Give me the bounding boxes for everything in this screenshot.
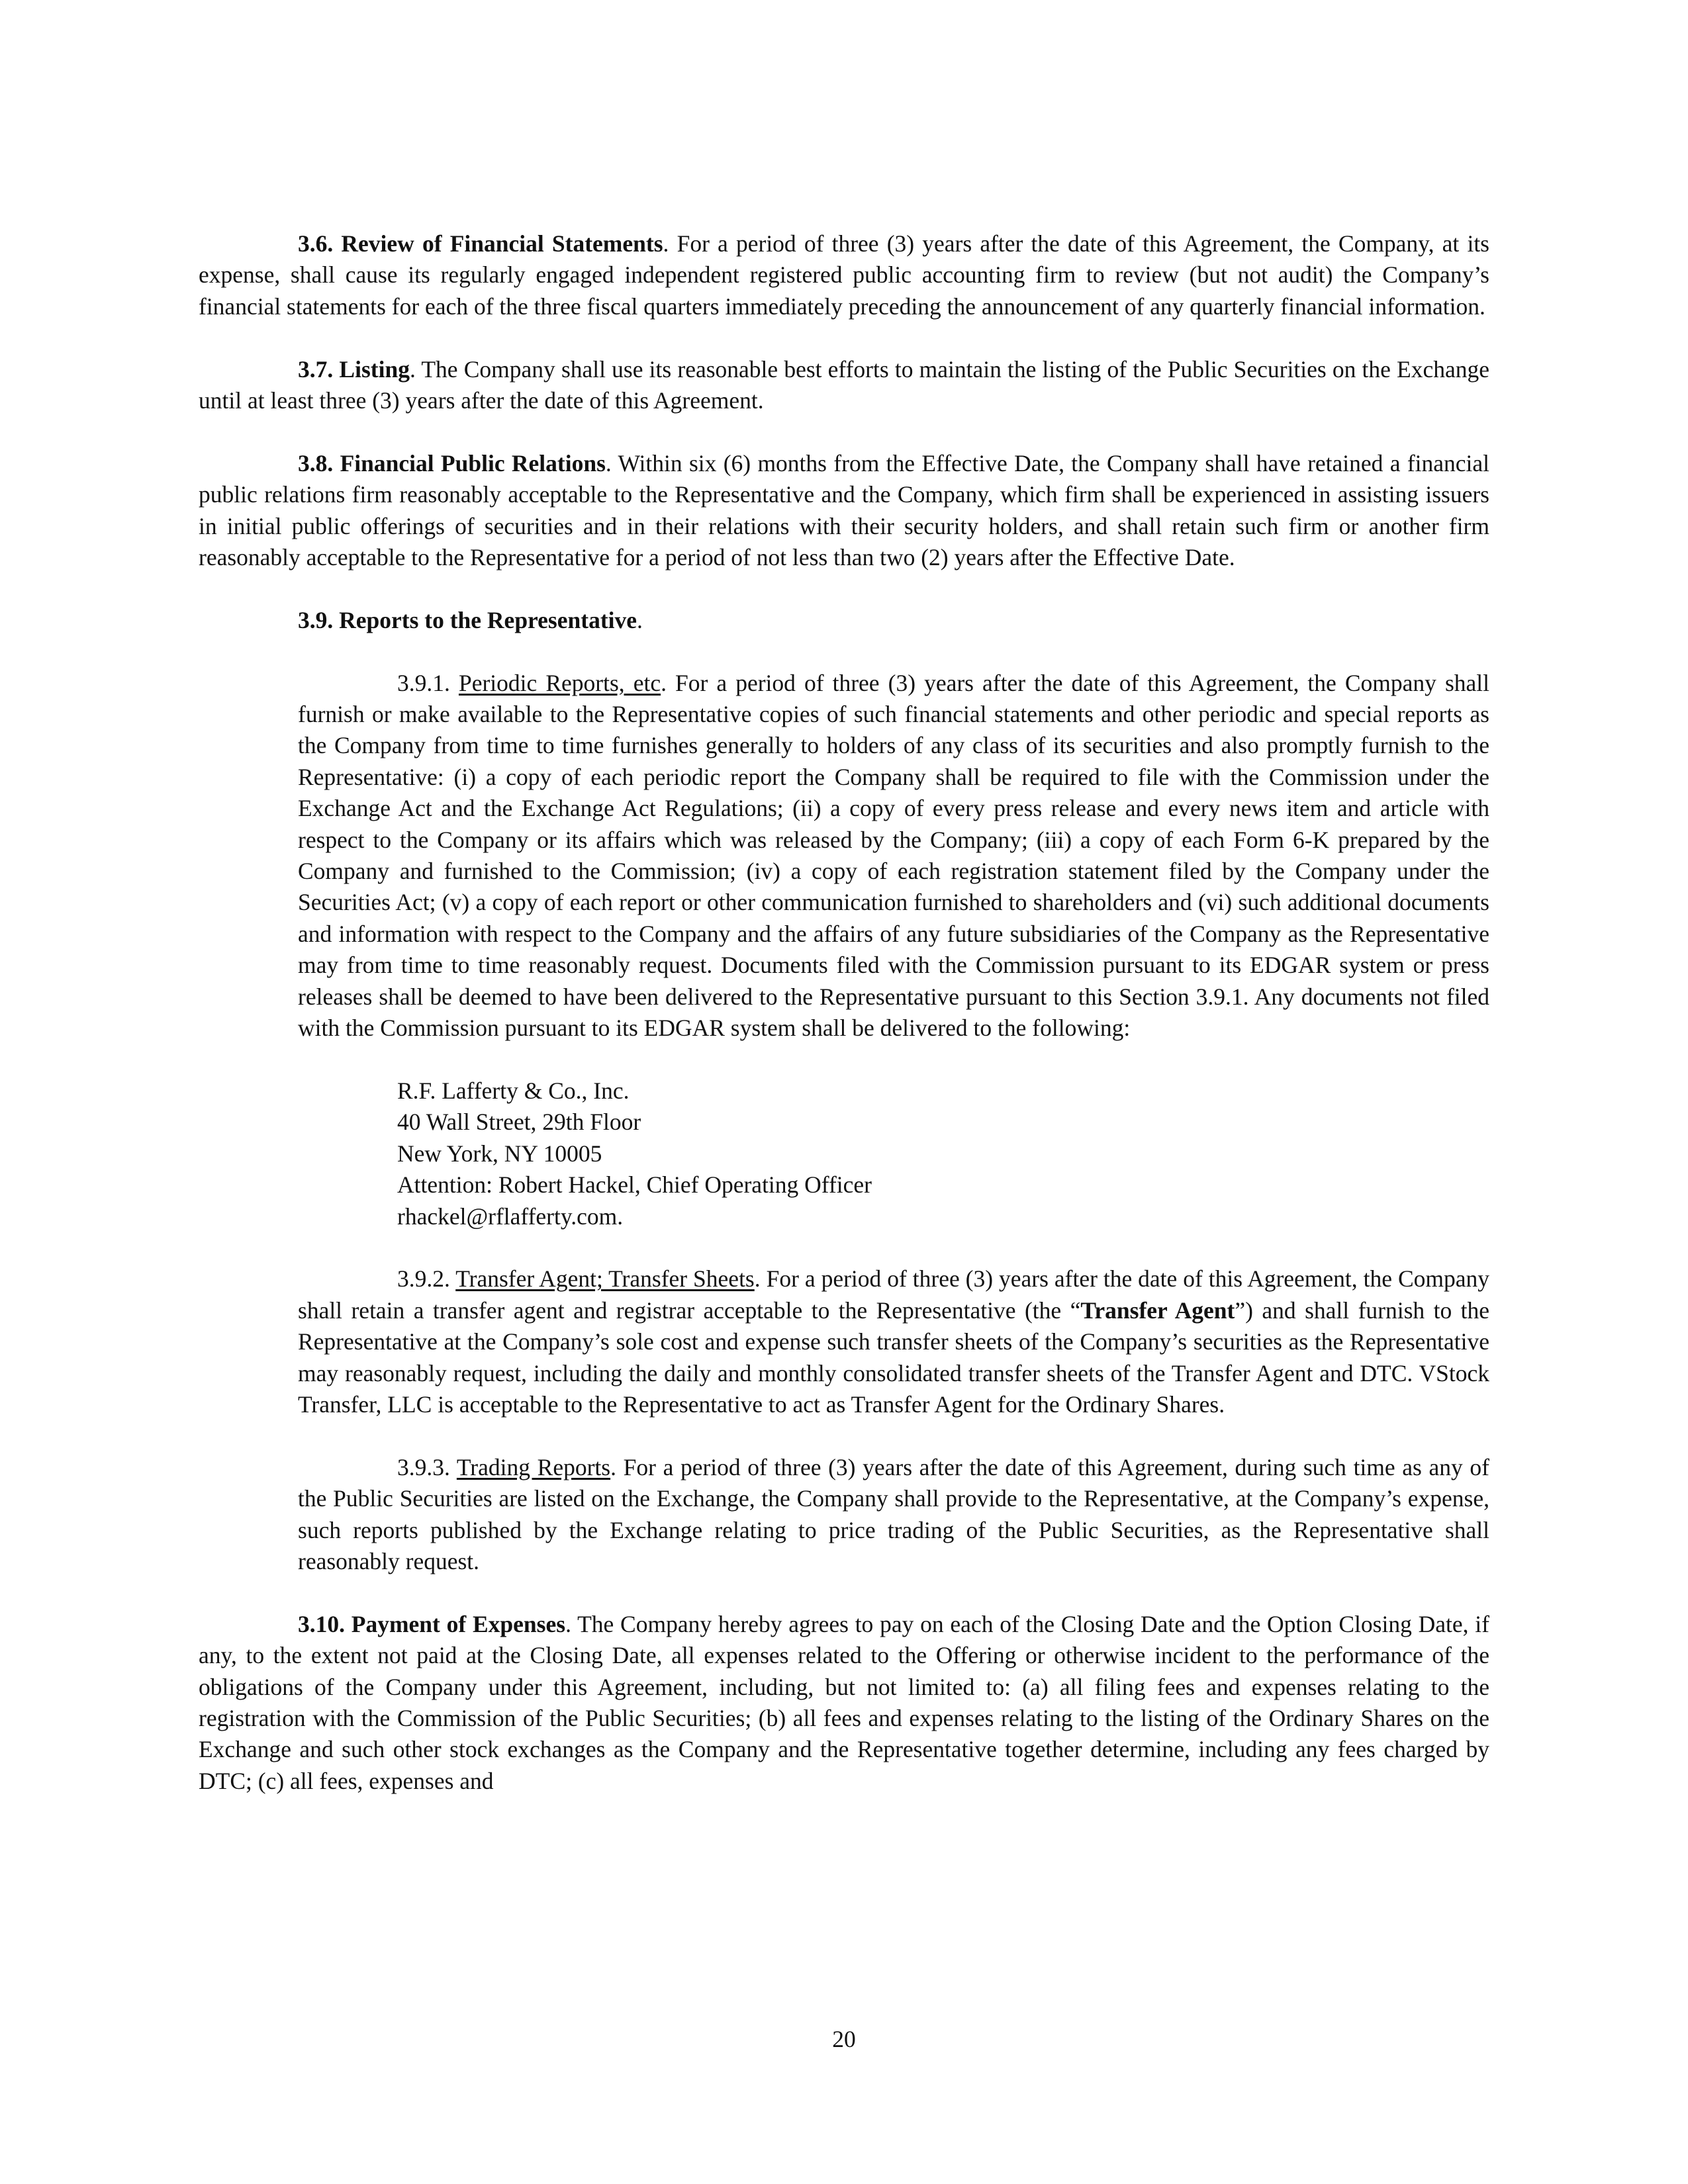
section-3-9-2-body-a: . For a period of three (3) years after the date of this Agreement, the Company shall retain a transfer agent and registrar acceptable to the Representative (the “ [298, 1265, 1490, 1324]
section-3-9-1-body: . For a period of three (3) years after the date of this Agreement, the Company shall furnish or make available to the Representative copies of such financial statements and other periodic and special reports as the Company from time to time furnishes generally to holders of any class of its securities and also promptly furnish to the Representative: (i) a copy of each periodic report the Company shall be required to file with the Commission under the Exchange Act and the Exchange Act Regulations; (ii) a copy of every press release and every news item and article with respect to the Company or its affairs which was released by the Company; (iii) a copy of each Form 6-K prepared by the Company and furnished to the Commission; (iv) a copy of each registration statement filed by the Company under the Securities Act; (v) a copy of each report or other communication furnished to shareholders and (vi) such additional documents and information with respect to the Company and the affairs of any future subsidiaries of the Company as the Representative may from time to time reasonably request. Documents filed with the Commission pursuant to its EDGAR system or press releases shall be deemed to have been delivered to the Representative pursuant to this Section 3.9.1. Any documents not filed with the Commission pursuant to its EDGAR system shall be delivered to the following: [298, 669, 1490, 1042]
section-3-10-heading: 3.10. Payment of Expenses [298, 1610, 566, 1637]
page-number: 20 [832, 2026, 856, 2052]
section-3-9-heading: 3.9. Reports to the Representative [298, 606, 637, 633]
section-3-6-heading: 3.6. Review of Financial Statements [298, 230, 663, 257]
section-3-9-2-body-b: ”) and shall furnish to the Representative at the Company’s sole cost and expense such transfer sheets of the Company’s securities as the Representative may reasonably request, including the daily and monthly consolidated transfer sheets of the Transfer Agent and DTC. VStock Transfer, LLC is acceptable to the Representative to act as Transfer Agent for the Ordinary Shares. [298, 1297, 1490, 1418]
section-3-9-1-number: 3.9.1. [397, 669, 459, 696]
section-3-9-heading-end: . [637, 606, 643, 633]
section-3-8-heading: 3.8. Financial Public Relations [298, 449, 606, 477]
section-3-9-2 [298, 1263, 1489, 1420]
section-3-10 [199, 1609, 1489, 1797]
address-line-street: 40 Wall Street, 29th Floor [397, 1109, 641, 1136]
section-3-6 [199, 228, 1489, 322]
section-3-9-3-number: 3.9.3. [397, 1453, 457, 1480]
address-line-email: rhackel@rflafferty.com. [397, 1203, 624, 1230]
section-3-9-3-title: Trading Reports [456, 1453, 611, 1480]
section-3-9-3 [298, 1452, 1489, 1578]
section-3-9-3-body: . For a period of three (3) years after the date of this Agreement, during such time as any of the Public Securities are listed on the Exchange, the Company shall provide to the Representative, at the Company’s expense, such reports published by the Exchange relating to price trading of the Public Securities, as the Representative shall reasonably request. [298, 1453, 1489, 1574]
address-line-city: New York, NY 10005 [397, 1140, 602, 1167]
section-3-9-2-title: Transfer Agent; Transfer Sheets [455, 1265, 755, 1293]
address-line-company: R.F. Lafferty & Co., Inc. [397, 1077, 630, 1104]
section-3-7-body: . The Company shall use its reasonable best efforts to maintain the listing of the Public Securities on the Exchange until at least three (3) years after the date of this Agreement. [199, 355, 1489, 414]
section-3-7 [199, 354, 1489, 417]
delivery-address [397, 1075, 1489, 1232]
page-content [199, 228, 1489, 1829]
section-3-6-body: . For a period of three (3) years after the date of this Agreement, the Company, at its expense, shall cause its regularly engaged independent registered public accounting firm to review (but not audit) the Company’s financial statements for each of the three fiscal quarters immediately preceding the announcement of any quarterly financial information. [199, 230, 1490, 320]
section-3-9 [199, 605, 1489, 636]
section-3-8-body: . Within six (6) months from the Effective Date, the Company shall have retained a financial public relations firm reasonably acceptable to the Representative and the Company, which firm shall be experienced in assisting issuers in initial public offerings of securities and in their relations with their security holders, and shall retain such firm or another firm reasonably acceptable to the Representative for a period of not less than two (2) years after the Effective Date. [199, 449, 1490, 571]
section-3-9-2-number: 3.9.2. [397, 1265, 456, 1293]
section-3-9-1-title: Periodic Reports, etc [458, 669, 661, 696]
defined-term-transfer-agent: Transfer Agent [1080, 1297, 1235, 1324]
address-line-attention: Attention: Robert Hackel, Chief Operating Officer [397, 1171, 872, 1199]
section-3-10-body: . The Company hereby agrees to pay on each of the Closing Date and the Option Closing Date, if any, to the extent not paid at the Closing Date, all expenses related to the Offering or otherwise incident to the performance of the obligations of the Company under this Agreement, including, but not limited to: (a) all filing fees and expenses relating to the registration with the Commission of the Public Securities; (b) all fees and expenses relating to the listing of the Ordinary Shares on the Exchange and such other stock exchanges as the Company and the Representative together determine, including any fees charged by DTC; (c) all fees, expenses and [199, 1610, 1489, 1794]
section-3-7-heading: 3.7. Listing [298, 355, 410, 383]
section-3-8 [199, 448, 1489, 574]
section-3-9-1 [298, 668, 1489, 1044]
